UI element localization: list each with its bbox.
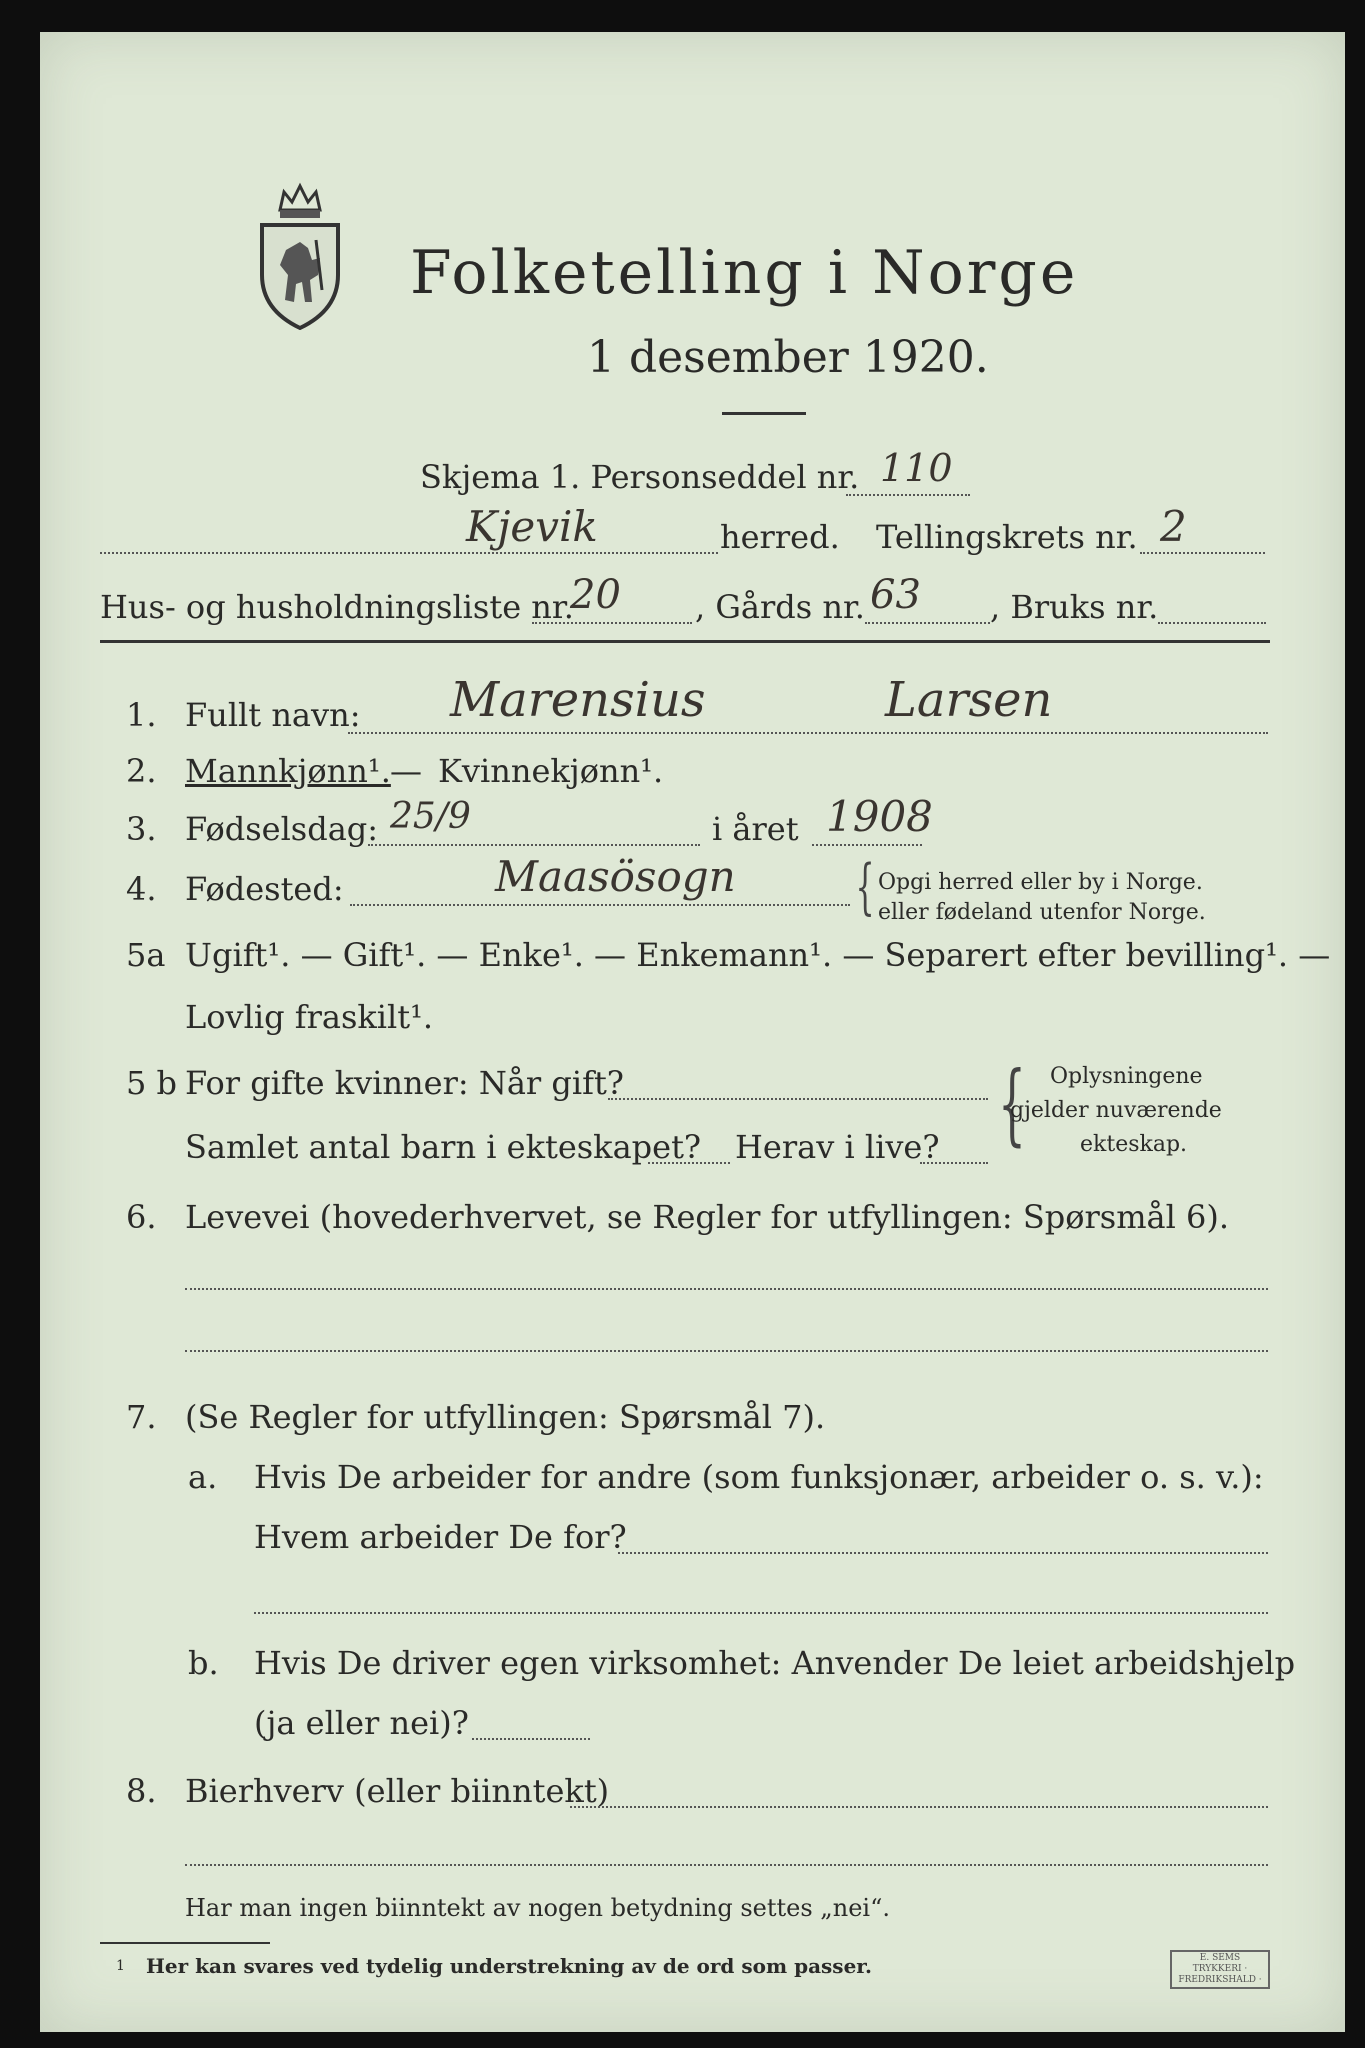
herred-value: Kjevik [466, 502, 598, 551]
q3-year-line [812, 844, 922, 846]
title-divider [722, 412, 806, 415]
q3-number: 3. [126, 810, 157, 848]
q5a-number: 5a [126, 936, 166, 974]
norway-coat-of-arms-icon [250, 180, 350, 330]
q2-number: 2. [126, 752, 157, 790]
q5b-brace: { [998, 1052, 1026, 1155]
q4-note-1: Opgi herred eller by i Norge. [878, 870, 1203, 895]
q7a-line [618, 1552, 1268, 1554]
census-date: 1 desember 1920. [587, 332, 989, 383]
husholdningsliste-label: Hus- og husholdningsliste nr. [100, 588, 574, 626]
q6-label: Levevei (hovederhvervet, se Regler for utfyllingen: Spørsmål 6). [185, 1198, 1230, 1236]
q8-line [570, 1806, 1268, 1808]
tellingskrets-value: 2 [1160, 502, 1187, 551]
q8-number: 8. [126, 1772, 157, 1810]
q7-label: (Se Regler for utfyllingen: Spørsmål 7). [185, 1398, 826, 1436]
herred-label: herred. [720, 518, 840, 556]
q5b-alive-line [920, 1162, 988, 1164]
q3-day-line [368, 844, 700, 846]
q8-label: Bierhverv (eller biinntekt) [185, 1772, 610, 1810]
q5b-note-2: gjelder nuværende [1010, 1098, 1222, 1123]
q3-year-label: i året [712, 810, 799, 848]
q8-note: Har man ingen biinntekt av nogen betydning settes „nei“. [185, 1894, 890, 1922]
gards-line [865, 622, 990, 624]
printer-stamp: E. SEMS TRYKKERI · FREDRIKSHALD · [1170, 1950, 1270, 1989]
q1-last-name: Larsen [885, 672, 1053, 728]
q4-label: Fødested: [185, 870, 344, 908]
tellingskrets-label: Tellingskrets nr. [876, 518, 1138, 556]
q5b-children-label: Samlet antal barn i ekteskapet? [185, 1128, 702, 1166]
footnote-rule [100, 1942, 270, 1944]
q7b-number: b. [188, 1644, 219, 1682]
header-rule [100, 640, 1270, 643]
q4-number: 4. [126, 870, 157, 908]
husholdningsliste-value: 20 [570, 572, 621, 618]
q4-value: Maasösogn [495, 852, 736, 901]
q2-separator: — [390, 752, 422, 790]
q5b-number: 5 b [126, 1064, 178, 1102]
q7b-line-2: (ja eller nei)? [254, 1704, 469, 1742]
q5b-note-3: ekteskap. [1080, 1132, 1188, 1157]
q2-female: Kvinnekjønn¹. [438, 752, 664, 790]
q2-male: Mannkjønn¹. [185, 752, 391, 790]
footnote-text: Her kan svares ved tydelig understrekning av de ord som passer. [146, 1954, 872, 1978]
q6-line-1 [185, 1288, 1268, 1290]
q5b-married-line [608, 1098, 988, 1100]
q6-number: 6. [126, 1198, 157, 1236]
q1-line [348, 732, 1268, 734]
q7a-line-extra [254, 1612, 1268, 1614]
q5b-line-1: For gifte kvinner: Når gift? [185, 1064, 624, 1102]
schema-number-line [846, 494, 970, 496]
q5b-children-line [648, 1162, 730, 1164]
q5b-note-1: Oplysningene [1050, 1064, 1203, 1089]
q5b-alive-label: Herav i live? [735, 1128, 940, 1166]
census-form-sheet [40, 32, 1345, 2032]
q1-first-name: Marensius [450, 672, 706, 728]
q1-label: Fullt navn: [185, 696, 361, 734]
q4-line [350, 904, 850, 906]
q7a-line-2: Hvem arbeider De for? [254, 1518, 627, 1556]
q3-year-value: 1908 [826, 792, 933, 841]
form-title: Folketelling i Norge [410, 238, 1079, 308]
footnote-mark: 1 [116, 1958, 125, 1974]
q3-label: Fødselsdag: [185, 810, 379, 848]
q7a-line-1: Hvis De arbeider for andre (som funksjonær, arbeider o. s. v.): [254, 1458, 1264, 1496]
q8-line-extra [185, 1864, 1268, 1866]
q5a-line-2: Lovlig fraskilt¹. [185, 998, 434, 1036]
q7-number: 7. [126, 1398, 157, 1436]
q3-day-value: 25/9 [390, 796, 471, 837]
q5a-line-1: Ugift¹. — Gift¹. — Enke¹. — Enkemann¹. — Separert efter bevilling¹. — [185, 936, 1331, 974]
schema-number-value: 110 [880, 446, 953, 490]
gards-label: , Gårds nr. [695, 588, 865, 626]
q7b-line [472, 1738, 590, 1740]
q6-line-2 [185, 1350, 1268, 1352]
bruks-line [1158, 622, 1266, 624]
bruks-label: , Bruks nr. [990, 588, 1159, 626]
husholdningsliste-line [532, 622, 692, 624]
q1-number: 1. [126, 696, 157, 734]
q7b-line-1: Hvis De driver egen virksomhet: Anvender De leiet arbeidshjelp [254, 1644, 1296, 1682]
gards-value: 63 [870, 572, 921, 618]
q7a-number: a. [188, 1458, 218, 1496]
schema-label: Skjema 1. Personseddel nr. [420, 458, 860, 496]
q4-brace: { [855, 852, 875, 922]
tellingskrets-line [1140, 552, 1265, 554]
q4-note-2: eller fødeland utenfor Norge. [878, 900, 1206, 925]
herred-line [100, 552, 718, 554]
